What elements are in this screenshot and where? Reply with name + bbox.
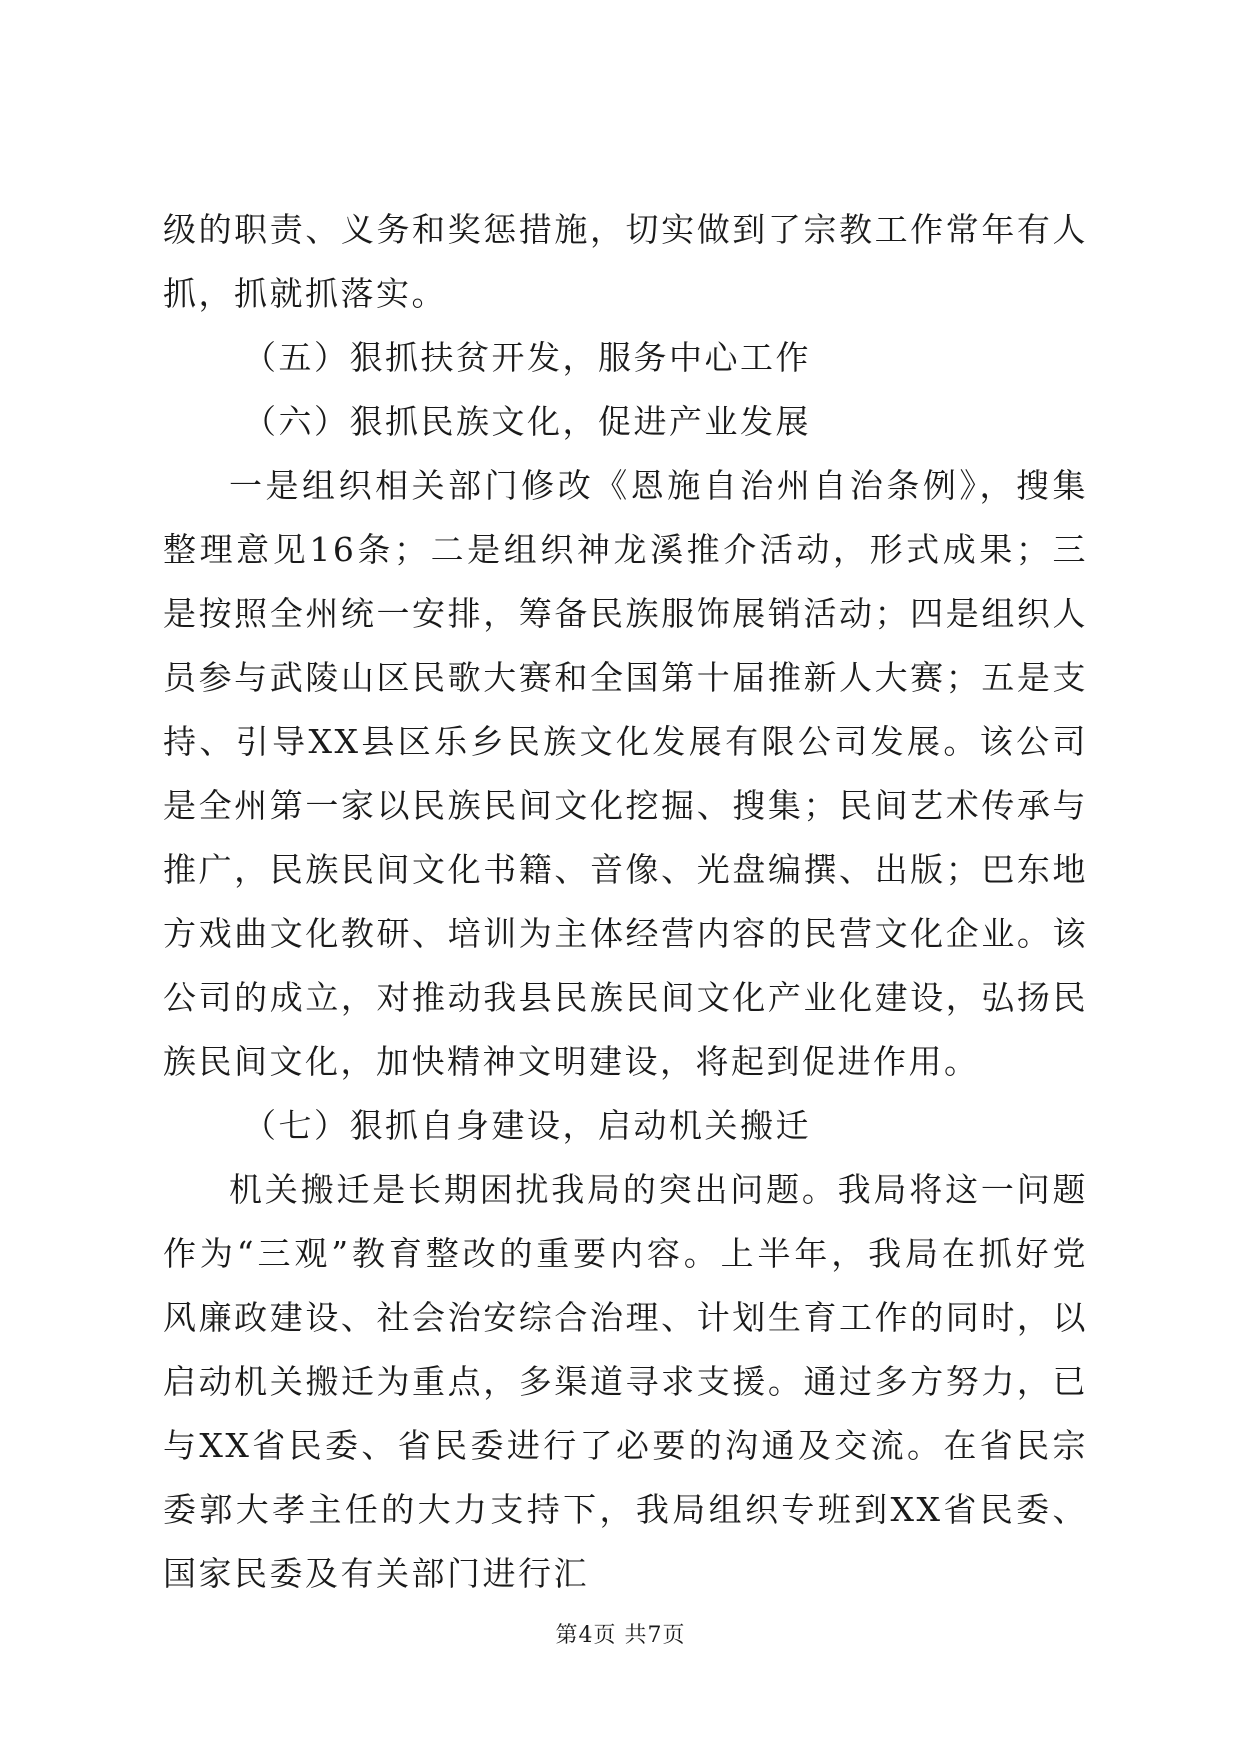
paragraph-ethnic-culture: 一是组织相关部门修改《恩施自治州自治条例》，搜集整理意见16条；二是组织神龙溪推介活动，形式成果；三是按照全州统一安排，筹备民族服饰展销活动；四是组织人员参与武陵山区民歌大赛和全国第十届推新人大赛；五是支持、引导XX县区乐乡民族文化发展有限公司发展。该公司是全州第一家以民族民间文化挖掘、搜集；民间艺术传承与推广，民族民间文化书籍、音像、光盘编撰、出版；巴东地方戏曲文化教研、培训为主体经营内容的民营文化企业。该公司的成立，对推动我县民族民间文化产业化建设，弘扬民族民间文化，加快精神文明建设，将起到促进作用。: [163, 466, 1088, 1081]
document-body: [163, 198, 1088, 1606]
section-heading-7: （七）狠抓自身建设，启动机关搬迁: [243, 1106, 811, 1145]
paragraph-continuation: 级的职责、义务和奖惩措施，切实做到了宗教工作常年有人抓，抓就抓落实。: [163, 210, 1088, 313]
section-heading-6: （六）狠抓民族文化，促进产业发展: [243, 402, 811, 441]
section-heading-5: （五）狠抓扶贫开发，服务中心工作: [243, 338, 811, 377]
paragraph-office-relocation: 机关搬迁是长期困扰我局的突出问题。我局将这一问题作为“三观”教育整改的重要内容。上半年，我局在抓好党风廉政建设、社会治安综合治理、计划生育工作的同时，以启动机关搬迁为重点，多渠道寻求支援。通过多方努力，已与XX省民委、省民委进行了必要的沟通及交流。在省民宗委郭大孝主任的大力支持下，我局组织专班到XX省民委、国家民委及有关部门进行汇: [163, 1170, 1088, 1593]
page-number-footer: 第4页 共7页: [555, 1623, 686, 1648]
